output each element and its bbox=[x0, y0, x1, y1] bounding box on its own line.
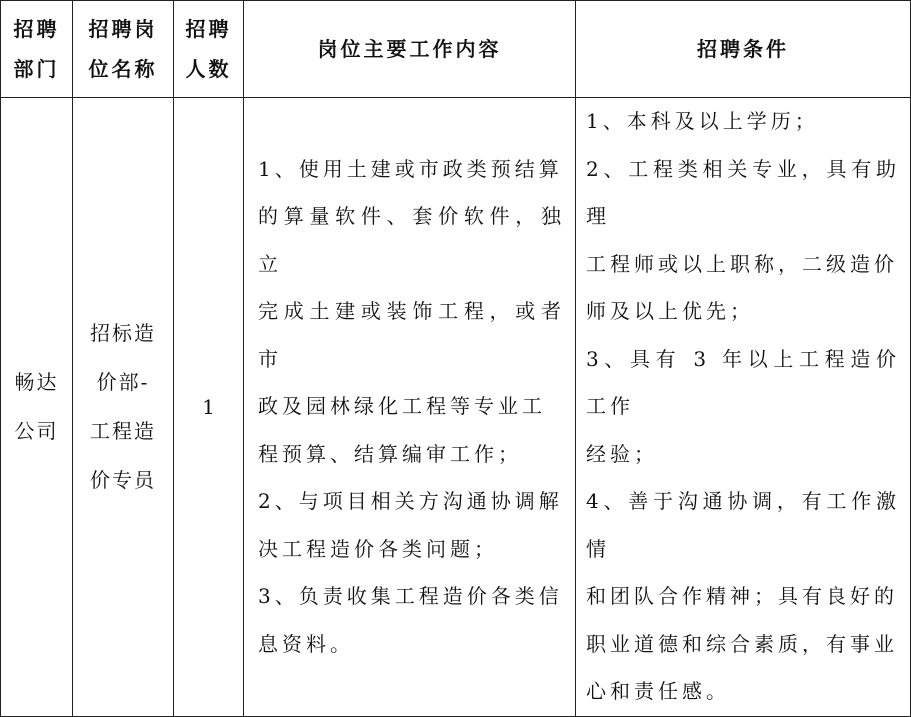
header-requirements: 招聘条件 bbox=[576, 1, 911, 98]
duty-line: 政及园林绿化工程等专业工 bbox=[258, 394, 546, 418]
header-count-line: 招聘 bbox=[185, 17, 232, 41]
requirement-line: 工程师或以上职称，二级造价 bbox=[586, 251, 898, 276]
header-row bbox=[1, 1, 911, 98]
requirement-line: 职业道德和综合素质，有事业 bbox=[586, 631, 898, 656]
header-duties: 岗位主要工作内容 bbox=[244, 1, 576, 98]
cell-count: 1 bbox=[174, 98, 244, 717]
requirement-line: 2、工程类相关专业，具有助理 bbox=[586, 156, 900, 228]
requirement-line: 师及以上优先； bbox=[586, 299, 754, 323]
duty-line: 决工程造价各类问题； bbox=[258, 536, 498, 561]
header-count bbox=[174, 1, 244, 98]
duty-line: 2、与项目相关方沟通协调解 bbox=[258, 489, 563, 513]
header-position-line: 招聘岗 bbox=[88, 17, 158, 41]
position-line: 招标造 bbox=[90, 320, 156, 345]
cell-dept bbox=[1, 98, 73, 717]
requirement-line: 3、具有 3 年以上工程造价工作 bbox=[586, 346, 900, 418]
duty-line: 程预算、结算编审工作； bbox=[258, 441, 522, 466]
requirement-line: 和团队合作精神；具有良好的 bbox=[586, 584, 898, 608]
requirement-line: 心和责任感。 bbox=[586, 679, 730, 703]
header-dept-line: 招聘 bbox=[13, 17, 60, 41]
requirement-line: 4、善于沟通协调，有工作激情 bbox=[586, 489, 900, 561]
dept-line: 畅达 bbox=[14, 369, 59, 394]
duty-line: 3、负责收集工程造价各类信 bbox=[258, 584, 563, 608]
header-count-line: 人数 bbox=[185, 57, 232, 81]
header-position-line: 位名称 bbox=[88, 57, 158, 81]
table-row bbox=[1, 98, 911, 717]
position-line: 价部- bbox=[96, 369, 150, 394]
requirement-line: 1、本科及以上学历； bbox=[586, 109, 819, 133]
duty-line: 息资料。 bbox=[258, 631, 354, 656]
duty-line: 的算量软件、套价软件，独立 bbox=[258, 204, 565, 276]
cell-duties bbox=[244, 98, 576, 717]
requirement-line: 经验； bbox=[586, 441, 658, 466]
cell-position bbox=[73, 98, 174, 717]
duty-line: 完成土建或装饰工程，或者市 bbox=[258, 299, 565, 371]
position-line: 价专员 bbox=[90, 467, 156, 492]
header-dept bbox=[1, 1, 73, 98]
position-line: 工程造 bbox=[90, 418, 156, 443]
header-position bbox=[73, 1, 174, 98]
cell-requirements bbox=[576, 98, 911, 717]
header-dept-line: 部门 bbox=[13, 57, 60, 81]
dept-line: 公司 bbox=[14, 418, 59, 443]
duty-line: 1、使用土建或市政类预结算 bbox=[258, 156, 563, 181]
